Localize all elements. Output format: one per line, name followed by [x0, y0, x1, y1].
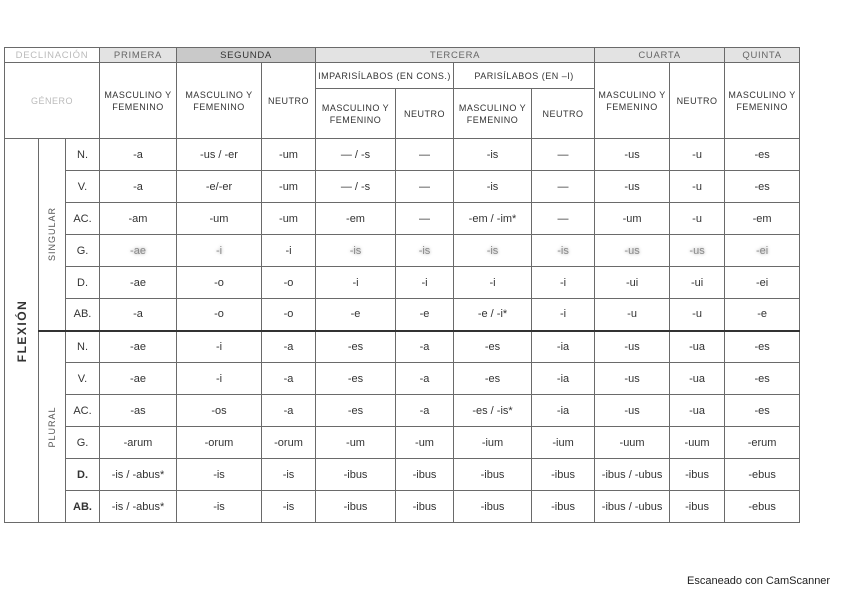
case-label: AB. [66, 299, 100, 331]
ending-cell: -es [725, 363, 800, 395]
cuarta-gender-mf: MASCULINO Y FEMENINO [595, 63, 670, 139]
ending-cell: -ua [670, 363, 725, 395]
ending-cell: -a [100, 299, 177, 331]
ending-cell: -ibus [316, 459, 396, 491]
ending-cell: -e [316, 299, 396, 331]
ending-cell: -um [316, 427, 396, 459]
ending-cell: -us [595, 331, 670, 363]
imparisilabos-header: IMPARISÍLABOS (EN CONS.) [316, 63, 454, 89]
case-label: V. [66, 363, 100, 395]
case-label: V. [66, 171, 100, 203]
declension-tercera: TERCERA [316, 48, 595, 63]
ending-cell: -ibus [670, 491, 725, 523]
ending-cell: -a [262, 363, 316, 395]
ending-cell: -uum [670, 427, 725, 459]
ending-cell: -e [396, 299, 454, 331]
case-label: N. [66, 331, 100, 363]
ending-cell: -os [177, 395, 262, 427]
ending-cell: -ei [725, 235, 800, 267]
ending-cell: -o [177, 267, 262, 299]
ending-cell: -um [262, 203, 316, 235]
ending-cell: -o [177, 299, 262, 331]
ending-cell: -i [316, 267, 396, 299]
ending-cell: -em / -im* [454, 203, 532, 235]
ending-cell: -ibus / -ubus [595, 459, 670, 491]
declension-header-label: DECLINACIÓN [5, 48, 100, 63]
quinta-gender-mf: MASCULINO Y FEMENINO [725, 63, 800, 139]
ending-cell: -is [454, 171, 532, 203]
table-row [5, 171, 800, 203]
ending-cell: -ae [100, 331, 177, 363]
ending-cell: -ae [100, 363, 177, 395]
ending-cell: -us [595, 171, 670, 203]
gender-label: GÉNERO [5, 63, 100, 139]
flexion-label: FLEXIÓN [14, 299, 29, 362]
table-row [5, 395, 800, 427]
ending-cell: — [532, 171, 595, 203]
ending-cell: -ibus / -ubus [595, 491, 670, 523]
ending-cell: -is [454, 139, 532, 171]
table-row [5, 331, 800, 363]
ending-cell: -ibus [396, 459, 454, 491]
ending-cell: — [532, 203, 595, 235]
ending-cell: — [532, 139, 595, 171]
ending-cell: -orum [262, 427, 316, 459]
ending-cell: -es [316, 363, 396, 395]
ending-cell: -is / -abus* [100, 491, 177, 523]
ending-cell: -u [670, 203, 725, 235]
declension-segunda: SEGUNDA [177, 48, 316, 63]
ending-cell: -us [670, 235, 725, 267]
ending-cell: -is / -abus* [100, 459, 177, 491]
ending-cell: -is [316, 235, 396, 267]
ending-cell: -us / -er [177, 139, 262, 171]
ending-cell: -us [595, 139, 670, 171]
table-row [5, 427, 800, 459]
ending-cell: -ia [532, 331, 595, 363]
ending-cell: -a [396, 363, 454, 395]
segunda-gender-mf: MASCULINO Y FEMENINO [177, 63, 262, 139]
ending-cell: -e / -i* [454, 299, 532, 331]
ending-cell: -i [177, 331, 262, 363]
declension-cuarta: CUARTA [595, 48, 725, 63]
ending-cell: -ae [100, 235, 177, 267]
ending-cell: -es [725, 331, 800, 363]
ending-cell: -u [595, 299, 670, 331]
ending-cell: -ae [100, 267, 177, 299]
ending-cell: -i [396, 267, 454, 299]
ending-cell: -a [396, 395, 454, 427]
case-label: AB. [66, 491, 100, 523]
parisilabos-gender-neutro: NEUTRO [532, 89, 595, 139]
ending-cell: -a [262, 331, 316, 363]
ending-cell: -u [670, 299, 725, 331]
flexion-label-cell [5, 139, 39, 523]
ending-cell: -e/-er [177, 171, 262, 203]
cuarta-gender-neutro: NEUTRO [670, 63, 725, 139]
ending-cell: -a [100, 139, 177, 171]
ending-cell: -us [595, 235, 670, 267]
ending-cell: -ui [670, 267, 725, 299]
ending-cell: -ui [595, 267, 670, 299]
ending-cell: -ei [725, 267, 800, 299]
ending-cell: -us [595, 363, 670, 395]
plural-label-cell [39, 331, 66, 523]
ending-cell: -um [262, 139, 316, 171]
ending-cell: -u [670, 171, 725, 203]
ending-cell: -i [262, 235, 316, 267]
imparisilabos-gender-neutro: NEUTRO [396, 89, 454, 139]
ending-cell: -ia [532, 363, 595, 395]
ending-cell: -orum [177, 427, 262, 459]
ending-cell: -es [316, 331, 396, 363]
ending-cell: -es [725, 395, 800, 427]
case-label: AC. [66, 203, 100, 235]
ending-cell: -i [177, 235, 262, 267]
declension-primera: PRIMERA [100, 48, 177, 63]
ending-cell: -u [670, 139, 725, 171]
ending-cell: -es / -is* [454, 395, 532, 427]
ending-cell: -es [725, 171, 800, 203]
ending-cell: -ibus [454, 491, 532, 523]
table-row [5, 203, 800, 235]
ending-cell: -ua [670, 331, 725, 363]
case-label: G. [66, 427, 100, 459]
ending-cell: -is [262, 491, 316, 523]
ending-cell: -um [595, 203, 670, 235]
case-label: N. [66, 139, 100, 171]
declension-quinta: QUINTA [725, 48, 800, 63]
ending-cell: -o [262, 267, 316, 299]
ending-cell: -es [454, 363, 532, 395]
ending-cell: -o [262, 299, 316, 331]
singular-label-cell [39, 139, 66, 331]
case-label: G. [66, 235, 100, 267]
ending-cell: -as [100, 395, 177, 427]
case-label: D. [66, 459, 100, 491]
case-label: D. [66, 267, 100, 299]
ending-cell: -ibus [316, 491, 396, 523]
ending-cell: -e [725, 299, 800, 331]
ending-cell: -is [262, 459, 316, 491]
parisilabos-gender-mf: MASCULINO Y FEMENINO [454, 89, 532, 139]
table-row [5, 139, 800, 171]
ending-cell: -erum [725, 427, 800, 459]
ending-cell: — [396, 139, 454, 171]
ending-cell: -ebus [725, 491, 800, 523]
ending-cell: -a [100, 171, 177, 203]
ending-cell: -i [177, 363, 262, 395]
plural-label: PLURAL [47, 406, 57, 448]
ending-cell: -is [396, 235, 454, 267]
ending-cell: -ibus [396, 491, 454, 523]
ending-cell: -is [177, 491, 262, 523]
table-row [5, 299, 800, 331]
ending-cell: -us [595, 395, 670, 427]
ending-cell: -is [177, 459, 262, 491]
declension-table [4, 47, 800, 523]
ending-cell: -em [725, 203, 800, 235]
ending-cell: -ibus [532, 459, 595, 491]
ending-cell: -em [316, 203, 396, 235]
ending-cell: -i [532, 267, 595, 299]
scanner-footer: Escaneado con CamScanner [687, 575, 831, 587]
imparisilabos-gender-mf: MASCULINO Y FEMENINO [316, 89, 396, 139]
ending-cell: -um [262, 171, 316, 203]
ending-cell: -es [454, 331, 532, 363]
ending-cell: -um [396, 427, 454, 459]
table-row [5, 491, 800, 523]
ending-cell: -i [532, 299, 595, 331]
case-label: AC. [66, 395, 100, 427]
table-row [5, 235, 800, 267]
ending-cell: -ium [532, 427, 595, 459]
table-row [5, 267, 800, 299]
ending-cell: -a [262, 395, 316, 427]
parisilabos-header: PARISÍLABOS (EN –I) [454, 63, 595, 89]
ending-cell: — [396, 203, 454, 235]
ending-cell: — / -s [316, 139, 396, 171]
ending-cell: -um [177, 203, 262, 235]
ending-cell: -ibus [532, 491, 595, 523]
primera-gender-mf: MASCULINO Y FEMENINO [100, 63, 177, 139]
segunda-gender-neutro: NEUTRO [262, 63, 316, 139]
ending-cell: -ia [532, 395, 595, 427]
singular-label: SINGULAR [47, 207, 57, 262]
ending-cell: -ebus [725, 459, 800, 491]
ending-cell: -uum [595, 427, 670, 459]
ending-cell: -is [454, 235, 532, 267]
ending-cell: -ibus [670, 459, 725, 491]
declension-table-sheet [4, 47, 799, 534]
table-row [5, 459, 800, 491]
ending-cell: -a [396, 331, 454, 363]
ending-cell: — [396, 171, 454, 203]
ending-cell: -is [532, 235, 595, 267]
ending-cell: -ua [670, 395, 725, 427]
ending-cell: -arum [100, 427, 177, 459]
ending-cell: -ibus [454, 459, 532, 491]
ending-cell: -ium [454, 427, 532, 459]
ending-cell: -es [316, 395, 396, 427]
ending-cell: -am [100, 203, 177, 235]
ending-cell: -es [725, 139, 800, 171]
ending-cell: -i [454, 267, 532, 299]
ending-cell: — / -s [316, 171, 396, 203]
table-row [5, 363, 800, 395]
